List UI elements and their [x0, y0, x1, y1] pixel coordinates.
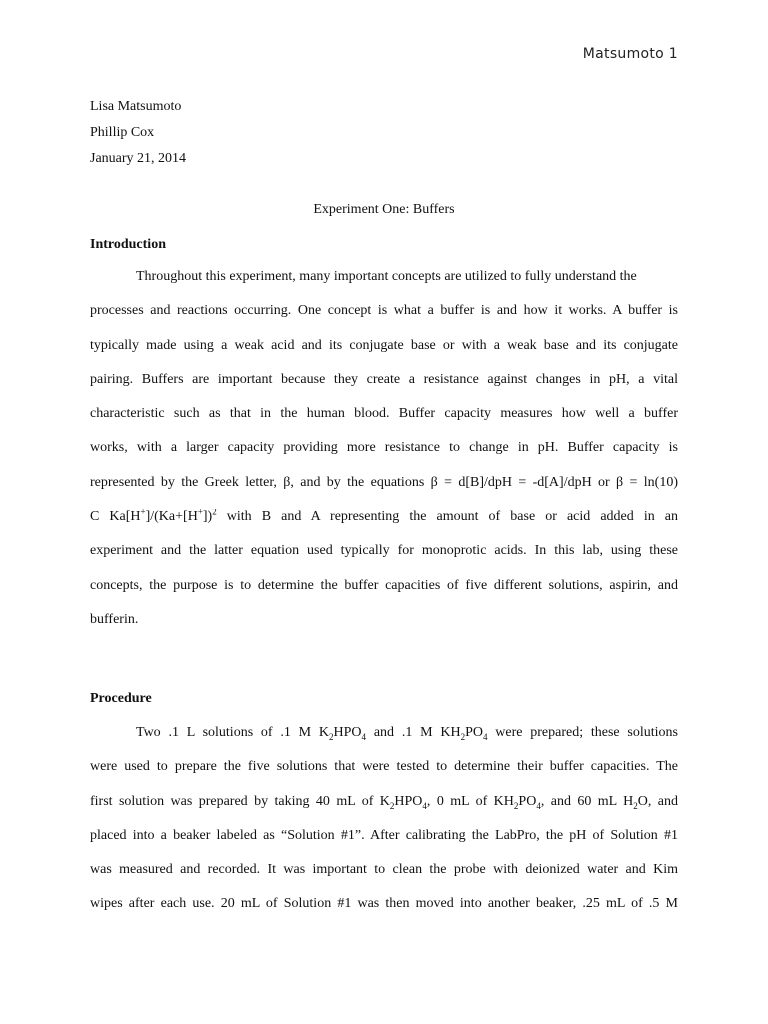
procedure-heading: Procedure: [90, 691, 152, 706]
procedure-line: were used to prepare the five solutions that were tested to determine their buffer capacities. The: [90, 759, 678, 775]
intro-line: concepts, the purpose is to determine the buffer capacities of five different solutions, aspirin, and: [90, 577, 678, 593]
procedure-line-formula: first solution was prepared by taking 40 mL of $K_2HPO_4$, 0 mL of $KH_2PO_4$, and 60 mL $H_2O$, and: [90, 793, 678, 811]
running-head: Matsumoto 1: [582, 46, 678, 62]
instructor-name: Phillip Cox: [90, 125, 155, 140]
document-title: Experiment One: Buffers: [313, 202, 455, 217]
intro-line: represented by the Greek letter, β, and by the equations β = d[B]/dpH = -d[A]/dpH or β = ln(10): [90, 474, 678, 490]
intro-line: processes and reactions occurring. One concept is what a buffer is and how it works. A buffer is: [90, 303, 678, 319]
intro-line: characteristic such as that in the human blood. Buffer capacity measures how well a buffer: [90, 406, 678, 422]
intro-line-formula: C $Ka[H^+]/(Ka+[H^+])^2$ with B and A representing the amount of base or acid added in an: [90, 509, 678, 525]
author-name: Lisa Matsumoto: [90, 99, 182, 114]
procedure-line: was measured and recorded. It was important to clean the probe with deionized water and Kim: [90, 862, 678, 878]
intro-line: pairing. Buffers are important because they create a resistance against changes in pH, a vital: [90, 371, 678, 387]
procedure-line: wipes after each use. 20 mL of Solution #1 was then moved into another beaker, .25 mL of .5 M: [90, 896, 678, 912]
intro-line: typically made using a weak acid and its conjugate base or with a weak base and its conjugate: [90, 337, 678, 353]
introduction-heading: Introduction: [90, 237, 166, 252]
procedure-line-formula: Two .1 L solutions of .1 M $K_2HPO_4$ and .1 M $KH_2PO_4$ were prepared; these solutions: [136, 725, 678, 742]
intro-line: bufferin.: [90, 611, 139, 627]
intro-line: experiment and the latter equation used typically for monoprotic acids. In this lab, using these: [90, 543, 678, 559]
procedure-paragraph: [90, 725, 678, 931]
procedure-line: placed into a beaker labeled as “Solution #1”. After calibrating the LabPro, the pH of Solution #1: [90, 827, 678, 843]
mla-heading: [90, 94, 186, 172]
introduction-paragraph: [90, 269, 678, 646]
date: January 21, 2014: [90, 151, 187, 166]
intro-line: works, with a larger capacity providing more resistance to change in pH. Buffer capacity is: [90, 440, 678, 456]
intro-line: Throughout this experiment, many important concepts are utilized to fully understand the: [136, 269, 637, 284]
